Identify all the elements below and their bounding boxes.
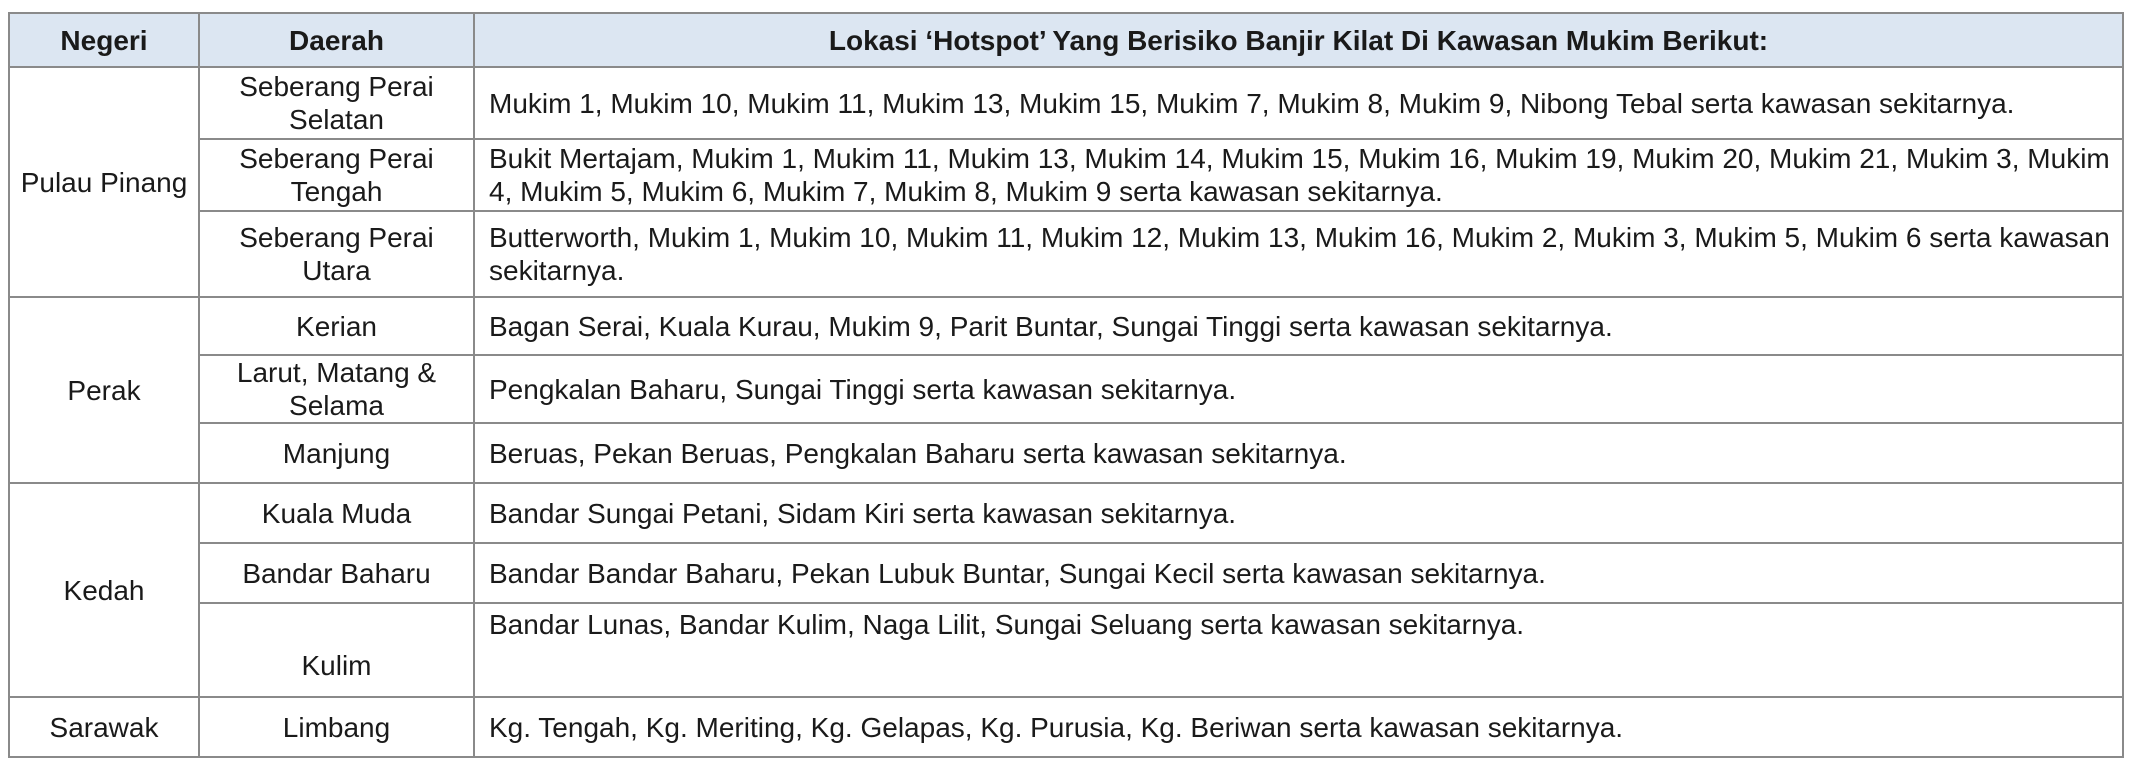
negeri-cell: Kedah: [9, 483, 199, 697]
negeri-cell: Perak: [9, 297, 199, 483]
lokasi-cell: Butterworth, Mukim 1, Mukim 10, Mukim 11, Mukim 12, Mukim 13, Mukim 16, Mukim 2, Mukim 3, Mukim 5, Mukim 6 serta kawasan sekitarnya.: [474, 211, 2123, 297]
table-row: [9, 355, 2123, 423]
table-row: [9, 483, 2123, 543]
table-row: [9, 67, 2123, 139]
table-row: [9, 697, 2123, 757]
daerah-cell: Seberang Perai Tengah: [199, 139, 474, 211]
daerah-cell: Seberang Perai Utara: [199, 211, 474, 297]
flood-hotspot-table: [8, 12, 2124, 758]
lokasi-cell: Pengkalan Baharu, Sungai Tinggi serta kawasan sekitarnya.: [474, 355, 2123, 423]
negeri-cell: Pulau Pinang: [9, 67, 199, 297]
table-header-row: [9, 13, 2123, 67]
table-row: [9, 423, 2123, 483]
lokasi-cell: Kg. Tengah, Kg. Meriting, Kg. Gelapas, Kg. Purusia, Kg. Beriwan serta kawasan sekitarnya.: [474, 697, 2123, 757]
table-row: [9, 297, 2123, 355]
daerah-cell: Kerian: [199, 297, 474, 355]
daerah-cell: Seberang Perai Selatan: [199, 67, 474, 139]
hotspot-table-container: [8, 12, 2122, 758]
header-negeri: Negeri: [9, 13, 199, 67]
daerah-cell: Manjung: [199, 423, 474, 483]
daerah-cell: Bandar Baharu: [199, 543, 474, 603]
lokasi-cell: Bandar Bandar Baharu, Pekan Lubuk Buntar, Sungai Kecil serta kawasan sekitarnya.: [474, 543, 2123, 603]
lokasi-cell: Mukim 1, Mukim 10, Mukim 11, Mukim 13, Mukim 15, Mukim 7, Mukim 8, Mukim 9, Nibong Tebal serta kawasan sekitarnya.: [474, 67, 2123, 139]
lokasi-cell: Bandar Lunas, Bandar Kulim, Naga Lilit, Sungai Seluang serta kawasan sekitarnya.: [474, 603, 2123, 697]
header-lokasi: Lokasi ‘Hotspot’ Yang Berisiko Banjir Kilat Di Kawasan Mukim Berikut:: [474, 13, 2123, 67]
daerah-cell: Kulim: [199, 603, 474, 697]
negeri-cell: Sarawak: [9, 697, 199, 757]
daerah-cell: Limbang: [199, 697, 474, 757]
table-row: [9, 211, 2123, 297]
daerah-cell: Kuala Muda: [199, 483, 474, 543]
table-row: [9, 139, 2123, 211]
lokasi-cell: Bukit Mertajam, Mukim 1, Mukim 11, Mukim 13, Mukim 14, Mukim 15, Mukim 16, Mukim 19, Mukim 20, Mukim 21, Mukim 3, Mukim 4, Mukim 5, Mukim 6, Mukim 7, Mukim 8, Mukim 9 serta kawasan sekitarnya.: [474, 139, 2123, 211]
table-row: [9, 603, 2123, 697]
lokasi-cell: Bagan Serai, Kuala Kurau, Mukim 9, Parit Buntar, Sungai Tinggi serta kawasan sekitarnya.: [474, 297, 2123, 355]
lokasi-cell: Beruas, Pekan Beruas, Pengkalan Baharu serta kawasan sekitarnya.: [474, 423, 2123, 483]
daerah-cell: Larut, Matang & Selama: [199, 355, 474, 423]
header-daerah: Daerah: [199, 13, 474, 67]
table-row: [9, 543, 2123, 603]
lokasi-cell: Bandar Sungai Petani, Sidam Kiri serta kawasan sekitarnya.: [474, 483, 2123, 543]
